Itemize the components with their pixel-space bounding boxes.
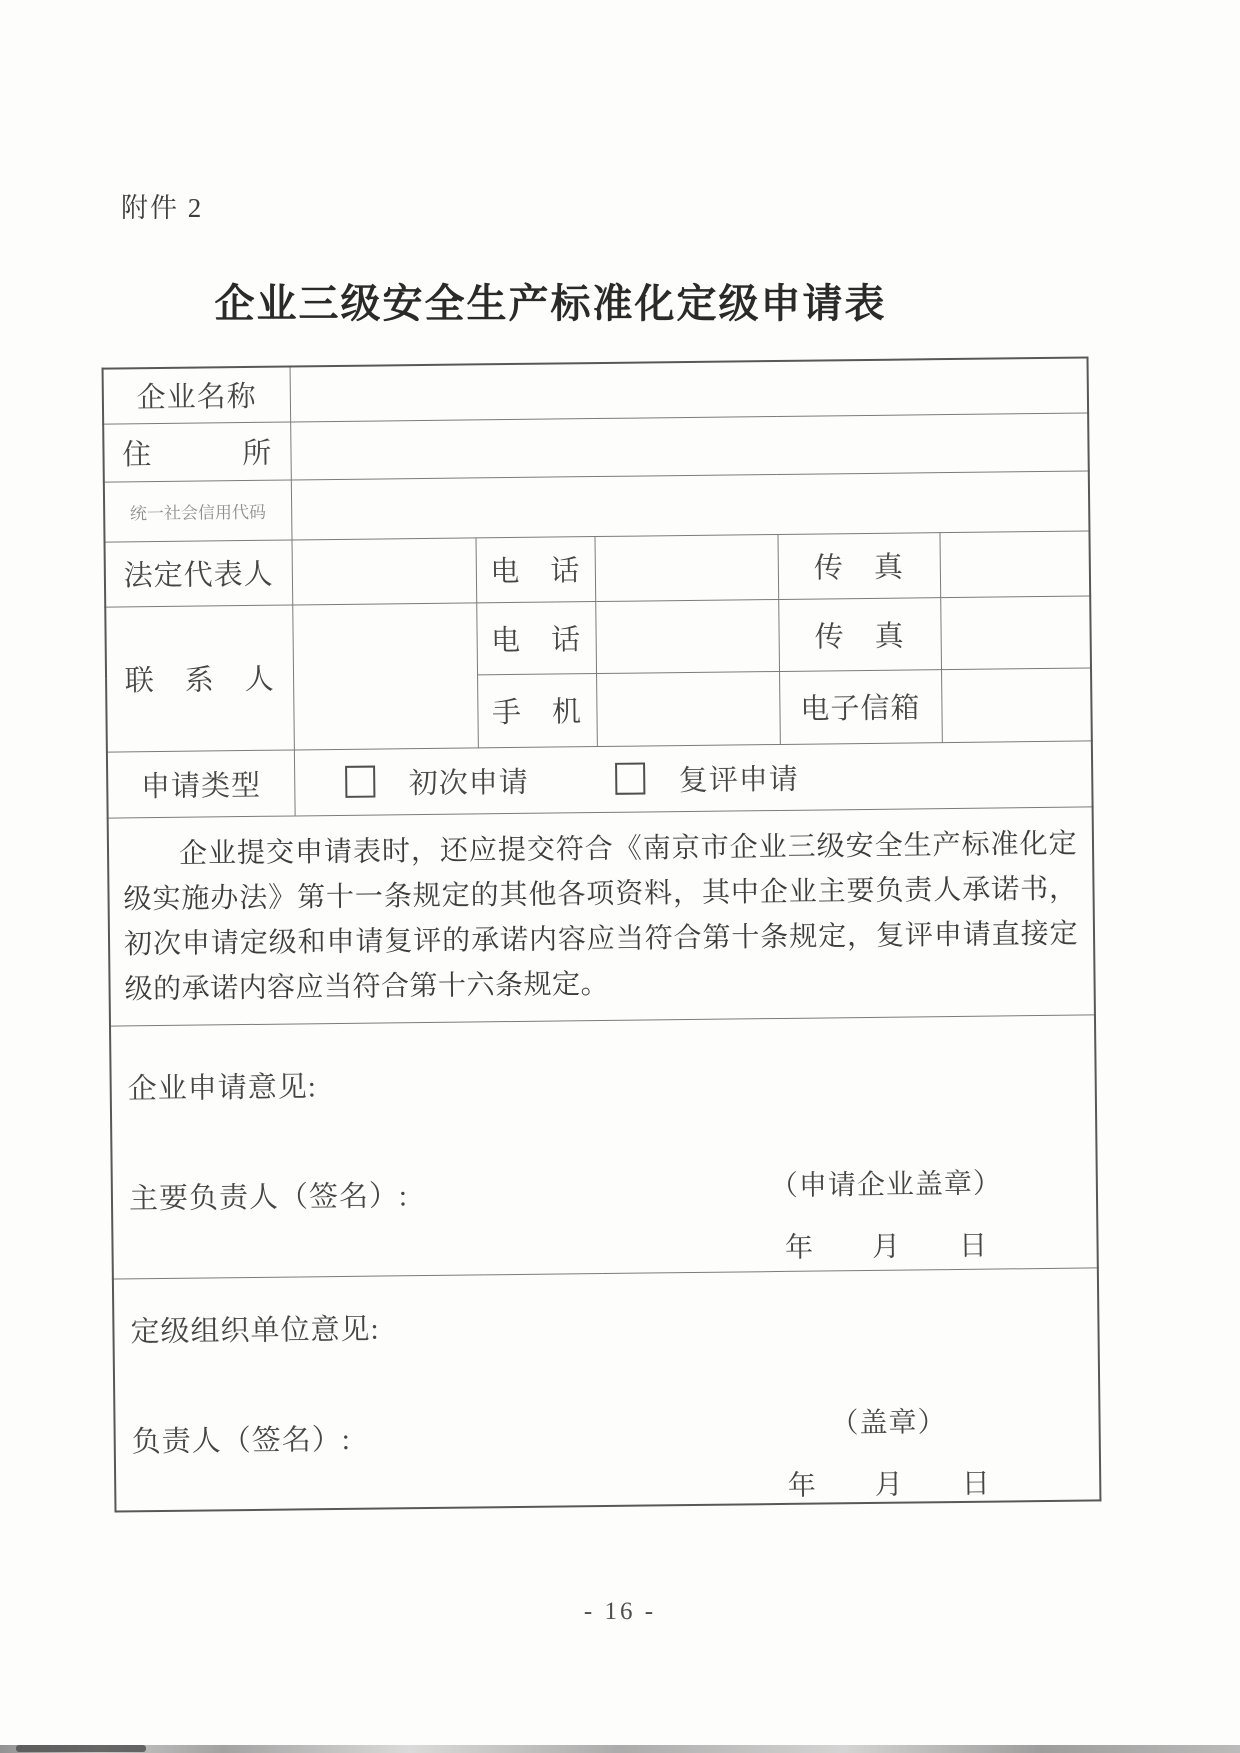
- legal-rep-fax-value: [939, 530, 1090, 597]
- org-opinion-stamp-block: [763, 1399, 1014, 1504]
- attachment-label: 附件 2: [121, 193, 204, 223]
- contact-label: 联 系 人: [105, 604, 294, 751]
- company-name-value: [290, 357, 1089, 421]
- row-contact-phone: [105, 595, 1091, 678]
- contact-email-label: 电子信箱: [779, 669, 942, 744]
- legal-rep-fax-label: 传 真: [777, 532, 940, 599]
- form-title: 企业三级安全生产标准化定级申请表: [214, 281, 887, 326]
- legal-rep-phone-label: 电 话: [475, 536, 595, 602]
- company-stamp-label: （申请企业盖章）: [769, 1167, 1003, 1202]
- address-value: [290, 412, 1089, 479]
- contact-fax-label: 传 真: [778, 597, 941, 671]
- company-opinion-title: 企业申请意见:: [127, 1070, 317, 1105]
- reevaluation-application-label: 复评申请: [678, 763, 799, 797]
- application-form-table: [102, 356, 1102, 1512]
- company-opinion-signer-label: 主要负责人（签名）:: [128, 1179, 409, 1215]
- org-stamp-label: （盖章）: [830, 1406, 947, 1439]
- scan-edge-artifact: [0, 1745, 1240, 1753]
- row-apply-type: [107, 740, 1093, 817]
- contact-phone-value: [595, 599, 779, 673]
- credit-code-label: 统一社会信用代码: [104, 479, 292, 541]
- company-opinion-cell: [110, 1014, 1098, 1278]
- row-notice: [108, 806, 1095, 1025]
- apply-type-options: [294, 740, 1093, 815]
- legal-rep-phone-value: [594, 534, 778, 601]
- contact-phone-label: 电 话: [476, 601, 596, 674]
- page-number: - 16 -: [583, 1598, 657, 1625]
- company-name-label: 企业名称: [103, 367, 291, 424]
- initial-application-label: 初次申请: [408, 766, 529, 800]
- org-opinion-title: 定级组织单位意见:: [130, 1313, 380, 1348]
- row-company-opinion: [110, 1014, 1098, 1278]
- notice-cell: [108, 806, 1095, 1025]
- reevaluation-application-checkbox: [615, 762, 645, 794]
- legal-rep-label: 法定代表人: [105, 539, 293, 606]
- contact-fax-value: [940, 595, 1091, 669]
- legal-rep-value: [291, 537, 476, 604]
- row-legal-representative: [105, 530, 1091, 606]
- contact-email-value: [941, 667, 1092, 742]
- org-opinion-signer-label: 负责人（签名）:: [131, 1423, 351, 1458]
- org-opinion-date-line: 年 月 日: [787, 1468, 991, 1502]
- contact-mobile-value: [596, 671, 780, 746]
- initial-application-checkbox: [345, 765, 375, 797]
- org-opinion-cell: [113, 1267, 1101, 1511]
- address-label: 住 所: [103, 421, 291, 481]
- company-opinion-stamp-block: [761, 1161, 1012, 1266]
- contact-mobile-label: 手 机: [477, 673, 597, 747]
- scan-blob-artifact: [16, 1745, 146, 1752]
- contact-value: [292, 602, 478, 749]
- credit-code-value: [291, 470, 1090, 539]
- company-opinion-date-line: 年 月 日: [784, 1230, 989, 1264]
- row-credit-code: [104, 470, 1090, 541]
- notice-paragraph: 企业提交申请表时，还应提交符合《南京市企业三级安全生产标准化定级实施办法》第十一条规定的其他各项资料，其中企业主要负责人承诺书，初次申请定级和申请复评的承诺内容应当符合第十条规定，复评申请直接定级的承诺内容应当符合第十六条规定。: [123, 828, 1079, 1005]
- row-org-opinion: [113, 1267, 1101, 1511]
- apply-type-label: 申请类型: [107, 749, 295, 817]
